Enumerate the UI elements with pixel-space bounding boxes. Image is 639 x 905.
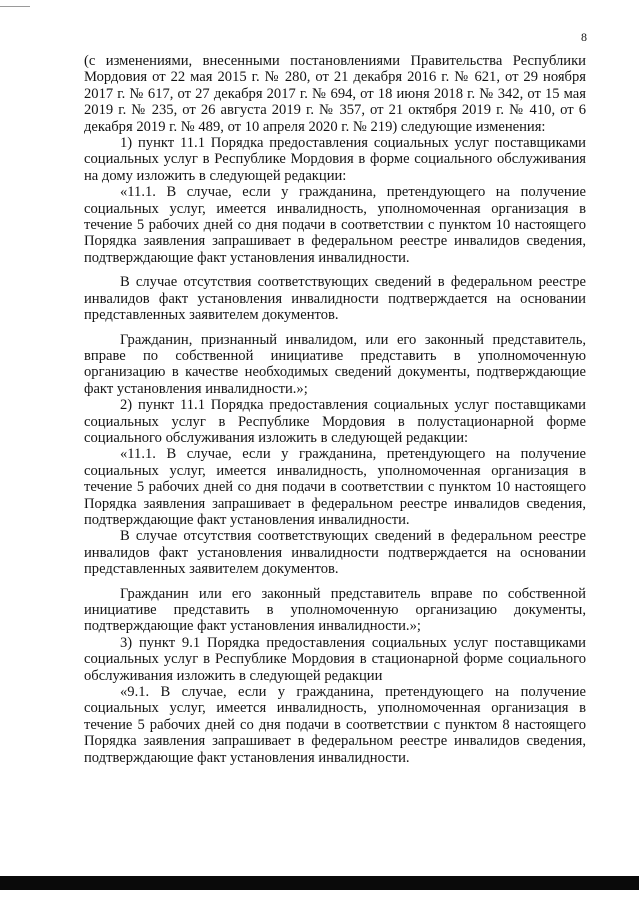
citizen-initiative-paragraph-1: Гражданин, признанный инвалидом, или его законный представитель, вправе по собственной инициативе представить в уполномоченную организацию в качестве необходимых сведений документы, подтверждающие факт установления инвалидности.»;: [84, 331, 586, 397]
clause-11-1-home-service: «11.1. В случае, если у гражданина, претендующего на получение социальных услуг, имеется инвалидность, уполномоченная организация в течение 5 рабочих дней со дня подачи в соответствии с пунктом 10 настоящего Порядка заявления запрашивает в федеральном реестре инвалидов сведения, подтверждающие факт установления инвалидности.: [84, 184, 586, 266]
scan-edge-mark: [0, 6, 30, 7]
document-body: [84, 53, 586, 766]
clause-11-1-semi-stationary: «11.1. В случае, если у гражданина, претендующего на получение социальных услуг, имеется инвалидность, уполномоченная организация в течение 5 рабочих дней со дня подачи в соответствии с пунктом 10 настоящего Порядка заявления запрашивает в федеральном реестре инвалидов сведения, подтверждающие факт установления инвалидности.: [84, 446, 586, 528]
scan-bottom-bar: [0, 876, 639, 890]
item-2-paragraph: 2) пункт 11.1 Порядка предоставления социальных услуг поставщиками социальных услуг в Республике Мордовия в полустационарной форме социального обслуживания изложить в следующей редакции:: [84, 397, 586, 446]
registry-absence-paragraph-1: В случае отсутствия соответствующих сведений в федеральном реестре инвалидов факт установления инвалидности подтверждается на основании представленных заявителем документов.: [84, 274, 586, 324]
amendment-reference-paragraph: (с изменениями, внесенными постановлениями Правительства Республики Мордовия от 22 мая 2015 г. № 280, от 21 декабря 2016 г. № 621, от 29 ноября 2017 г. № 617, от 27 декабря 2017 г. № 694, от 18 июня 2018 г. № 342, от 15 мая 2019 г. № 235, от 26 августа 2019 г. № 357, от 21 октября 2019 г. № 410, от 6 декабря 2019 г. № 489, от 10 апреля 2020 г. № 219) следующие изменения:: [84, 53, 586, 135]
item-1-paragraph: 1) пункт 11.1 Порядка предоставления социальных услуг поставщиками социальных услуг в Республике Мордовия в форме социального обслуживания на дому изложить в следующей редакции:: [84, 135, 586, 184]
registry-absence-paragraph-2: В случае отсутствия соответствующих сведений в федеральном реестре инвалидов факт установления инвалидности подтверждается на основании представленных заявителем документов.: [84, 528, 586, 578]
item-3-paragraph: 3) пункт 9.1 Порядка предоставления социальных услуг поставщиками социальных услуг в Республике Мордовия в стационарной форме социального обслуживания изложить в следующей редакции: [84, 634, 586, 684]
page-number: 8: [581, 30, 587, 44]
clause-9-1-stationary: «9.1. В случае, если у гражданина, претендующего на получение социальных услуг, имеется инвалидность, уполномоченная организация в течение 5 рабочих дней со дня подачи в соответствии с пунктом 8 настоящего Порядка заявления запрашивает в федеральном реестре инвалидов сведения, подтверждающие факт установления инвалидности.: [84, 684, 586, 766]
citizen-initiative-paragraph-2: Гражданин или его законный представитель вправе по собственной инициативе представить в уполномоченную организацию документы, подтверждающие факт установления инвалидности.»;: [84, 585, 586, 635]
